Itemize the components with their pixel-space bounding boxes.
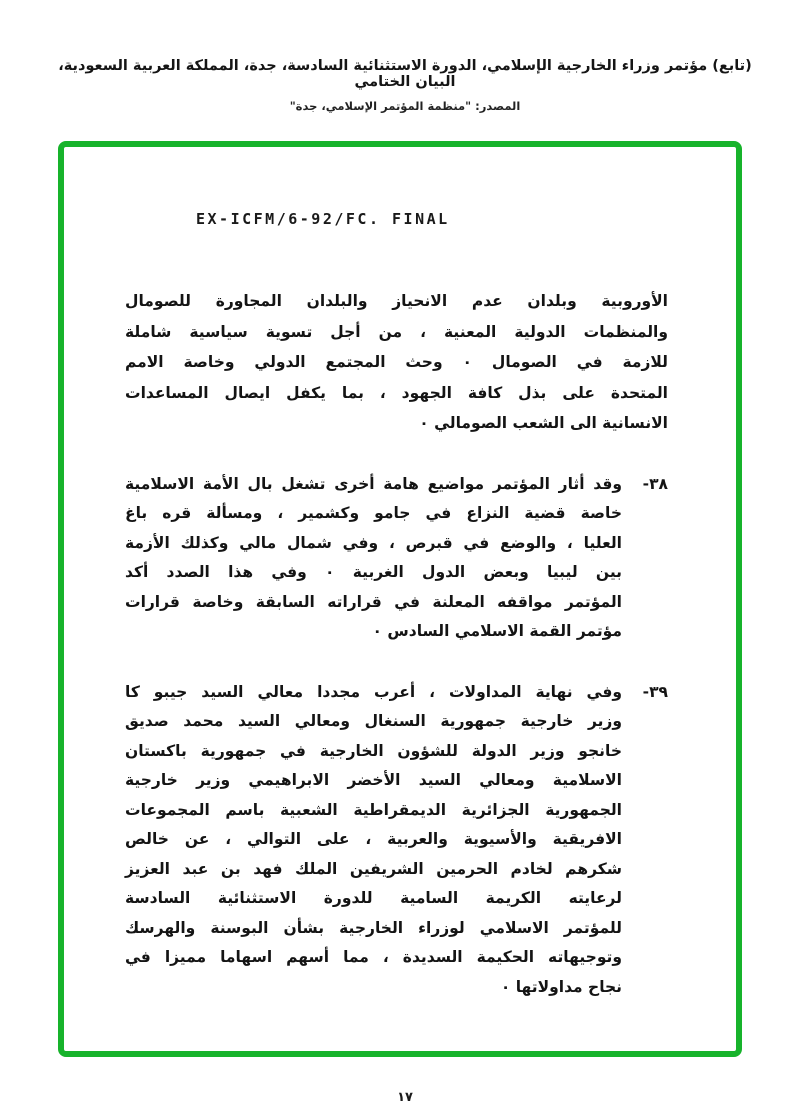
text-line: وزير خارجية جمهورية السنغال ومعالي السيد محمد صديق — [125, 712, 622, 730]
document-reference: EX-ICFM/6-92/FC. FINAL — [196, 210, 450, 228]
text-line: للمؤتمر الاسلامي لوزراء الخارجية بشأن البوسنة والهرسك — [125, 918, 622, 937]
text-line: والمنظمات الدولية المعنية ، من أجل تسوية سياسية شاملة — [125, 322, 668, 341]
text-line: مؤتمر القمة الاسلامي السادس ٠ — [372, 622, 622, 640]
text-line: للازمة في الصومال ٠ وحث المجتمع الدولي وخاصة الامم — [125, 353, 668, 371]
paragraph-lines — [125, 470, 622, 647]
paragraph-lines — [125, 678, 622, 1003]
document-caption-title: (تابع) مؤتمر وزراء الخارجية الإسلامي، الدورة الاستثنائية السادسة، جدة، المملكة العربية السعودية، البيان الختامي — [58, 58, 752, 90]
text-line: شكرهم لخادم الحرمين الشريفين الملك فهد بن عبد العزيز — [125, 859, 622, 878]
paragraph-number: ٣٨- — [642, 474, 668, 493]
document-body — [125, 286, 668, 1033]
text-line: العليا ، والوضع في قبرص ، وفي شمال مالي وكذلك الأزمة — [125, 533, 622, 552]
text-line: المتحدة على بذل كافة الجهود ، بما يكفل ايصال المساعدات — [125, 383, 668, 402]
text-line: وفي نهاية المداولات ، أعرب مجددا معالي السيد جيبو كا — [125, 682, 622, 701]
text-line: خانجو وزير الدولة للشؤون الخارجية في جمهورية باكستان — [125, 741, 622, 760]
text-line: لرعايته الكريمة السامية للدورة الاستثنائية السادسة — [125, 889, 622, 907]
text-line: وقد أثار المؤتمر مواضيع هامة أخرى تشغل بال الأمة الاسلامية — [125, 474, 622, 493]
text-line: نجاح مداولاتها ٠ — [500, 977, 622, 996]
text-line: المؤتمر مواقفه المعلنة في قراراته السابقة وخاصة قرارات — [125, 592, 622, 611]
page-number: ١٧ — [397, 1090, 413, 1105]
text-line: الانسانية الى الشعب الصومالي ٠ — [419, 414, 668, 432]
paragraph-continuation — [125, 286, 668, 439]
text-line: وتوجيهاته الحكيمة السديدة ، مما أسهم اسهاما مميزا في — [125, 948, 622, 966]
document-caption-source: المصدر: "منظمة المؤتمر الإسلامي، جدة" — [289, 99, 521, 113]
text-line: الجمهورية الجزائرية الديمقراطية الشعبية باسم المجموعات — [125, 800, 622, 819]
paragraph-٣٨- — [125, 470, 668, 647]
paragraph-٣٩- — [125, 678, 668, 1003]
text-line: الأوروبية وبلدان عدم الانحياز والبلدان المجاورة للصومال — [125, 292, 668, 310]
paragraph-lines — [125, 286, 668, 439]
text-line: بين ليبيا وبعض الدول الغربية ٠ وفي هذا الصدد أكد — [125, 563, 622, 581]
text-line: الافريقية والأسيوية والعربية ، على التوالي ، عن خالص — [125, 830, 622, 848]
text-line: الاسلامية ومعالي السيد الأخضر الابراهيمي وزير خارجية — [125, 771, 622, 789]
text-line: خاصة قضية النزاع في جامو وكشمير ، ومسألة قره باغ — [125, 504, 622, 522]
paragraph-number: ٣٩- — [642, 682, 668, 701]
